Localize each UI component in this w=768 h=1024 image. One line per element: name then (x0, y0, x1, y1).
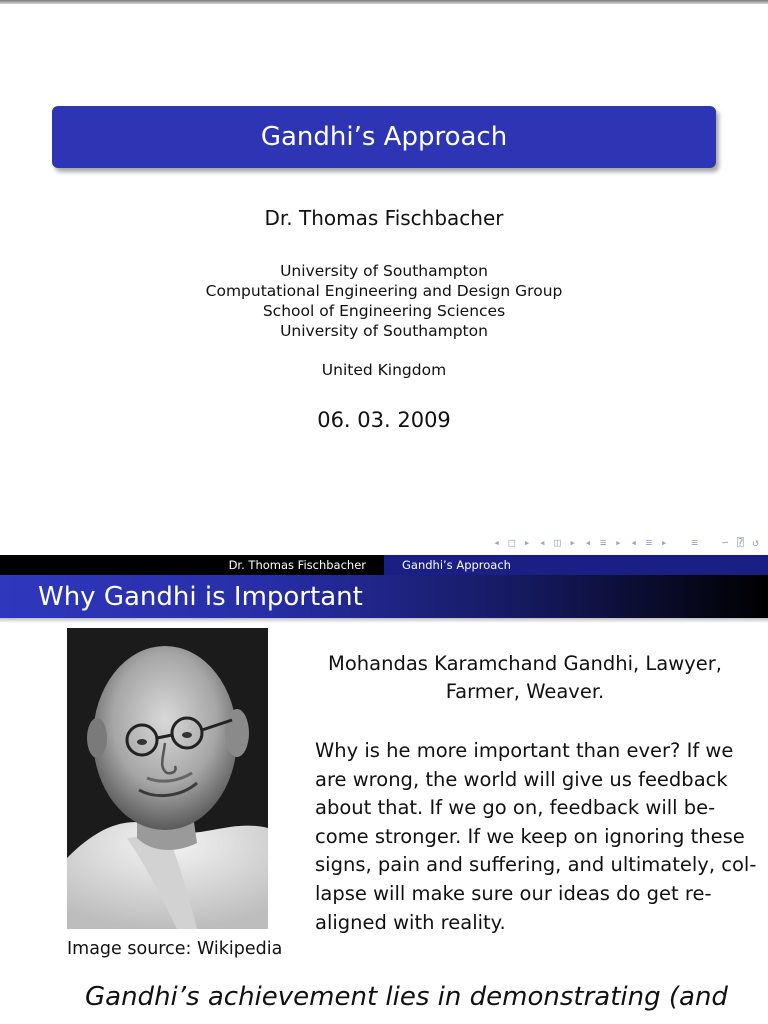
beamer-navigation-icons[interactable]: ◂ □ ▸ ◂ ◫ ▸ ◂ ≡ ▸ ◂ ≡ ▸ ≡ ∽ ⍰ ↺ (493, 536, 760, 549)
frame-title-bar (0, 575, 768, 618)
frame-title: Why Gandhi is Important (38, 581, 363, 612)
gandhi-portrait-illustration (67, 628, 268, 929)
body-line: aligned with reality. (315, 910, 506, 934)
affiliation-line: School of Engineering Sciences (262, 302, 506, 320)
affiliation-line: University of Southampton (280, 262, 488, 280)
footer-author-section (0, 555, 384, 575)
body-line: lapse will make sure our ideas do get re- (315, 881, 712, 905)
affiliation-block (0, 261, 768, 341)
presentation-title: Gandhi’s Approach (260, 122, 508, 152)
country: United Kingdom (321, 361, 447, 379)
image-caption: Image source: Wikipedia (67, 939, 283, 959)
description-line: Farmer, Weaver. (445, 680, 605, 703)
footer-title: Gandhi’s Approach (402, 558, 511, 572)
top-edge-line (0, 0, 768, 4)
body-paragraph (315, 737, 757, 937)
presentation-date: 06. 03. 2009 (317, 408, 451, 432)
title-box (52, 106, 716, 168)
frame-title-shadow (0, 618, 768, 623)
body-line: come stronger. If we keep on ignoring these (315, 824, 745, 848)
description-line: Mohandas Karamchand Gandhi, Lawyer, (328, 652, 722, 675)
affiliation-line: University of Southampton (280, 322, 488, 340)
body-line: signs, pain and suffering, and ultimately, col- (315, 853, 757, 877)
quote-text: Gandhi’s achievement lies in demonstrating (and (85, 982, 728, 1012)
body-line: about that. If we go on, feedback will be- (315, 796, 716, 820)
gandhi-description (315, 650, 735, 706)
footer-band (0, 555, 768, 575)
body-line: Why is he more important than ever? If we (315, 739, 734, 762)
author-name: Dr. Thomas Fischbacher (264, 206, 504, 230)
footer-title-section (384, 555, 768, 575)
body-line: are wrong, the world will give us feedback (315, 767, 728, 791)
gandhi-portrait-photo (67, 628, 268, 929)
affiliation-line: Computational Engineering and Design Group (205, 282, 563, 300)
footer-author: Dr. Thomas Fischbacher (228, 558, 366, 572)
